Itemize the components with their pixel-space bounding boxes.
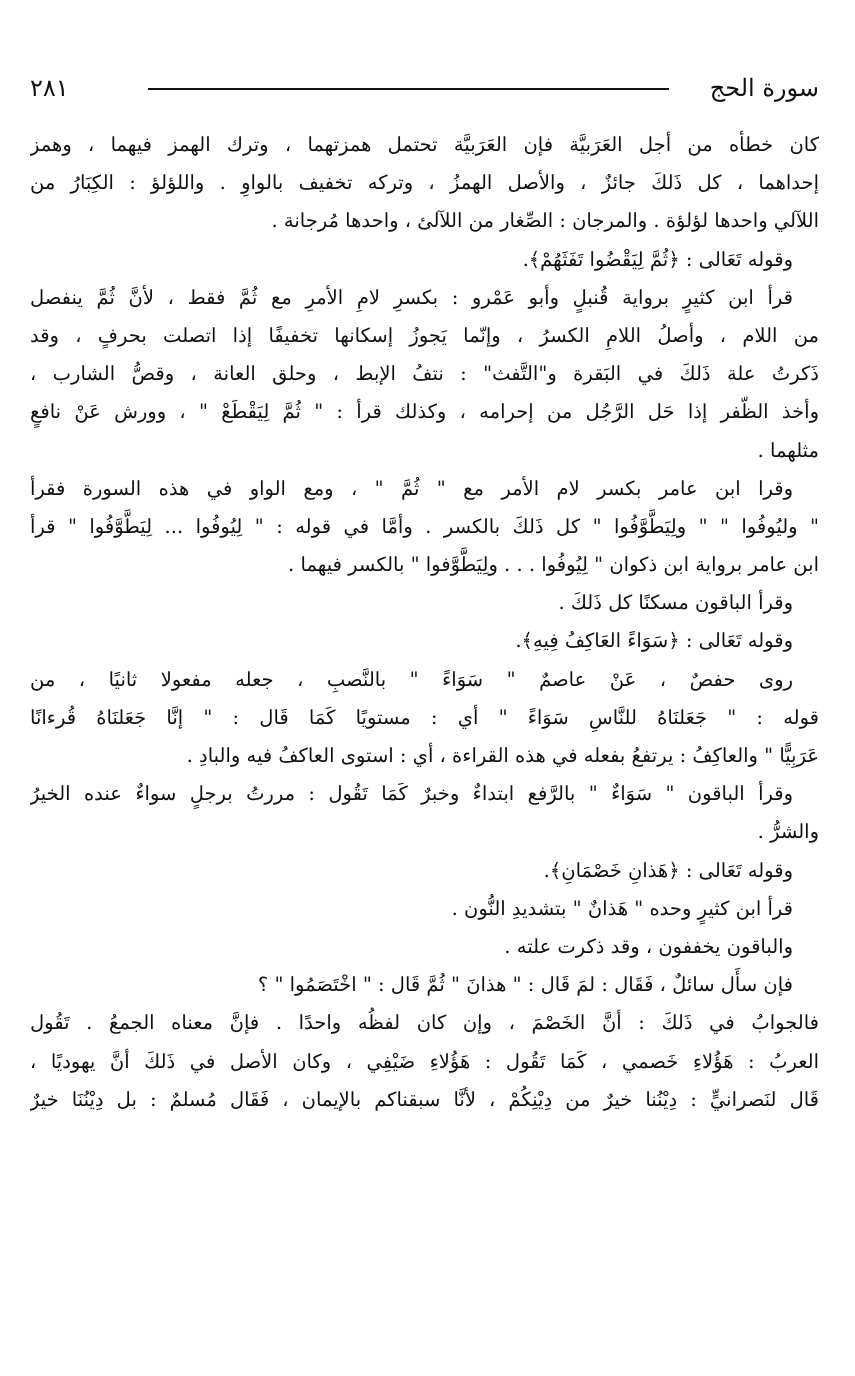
text-line: إحداهما ، كل ذَلكَ جائزٌ ، والأصل الهمزُ ، وتركه تخفيف بالواوِ . واللؤلؤ : الكِبَارُ من — [30, 171, 819, 195]
text-line: ابن عامر برواية ابن ذكوان " لِيُوفُوا . . . ولِيَطَّوَّفوا " بالكسر فيهما . — [288, 553, 819, 577]
text-line: وقرأ الباقون مسكنًا كل ذَلكَ . — [558, 591, 793, 615]
text-line: وقوله تَعَالى : ﴿سَوَاءً العَاكِفُ فِيهِ﴾. — [515, 629, 793, 653]
page-number: ٢٨١ — [30, 74, 69, 102]
text-line: فالجوابُ في ذَلكَ : أنَّ الخَصْمَ ، وإن كان لفظُه واحدًا . فإنَّ معناه الجمعُ . تَقُول — [30, 1011, 819, 1035]
text-line: وقرا ابن عامر بكسر لام الأمر مع " ثُمَّ " ، ومع الواو في هذه السورة فقرأ — [30, 476, 793, 500]
text-line: وأخذ الظّفر إذا حَل الرَّجُل من إحرامه ، وكذلك قرأ : " ثُمَّ لِيَقْطَعْ " ، وورش عَنْ نافعٍ — [30, 400, 819, 424]
text-line: روى حفصٌ ، عَنْ عاصمٌ " سَوَاءً " بالنَّصبِ ، جعله مفعولا ثانيًا ، من — [30, 667, 793, 691]
text-line: مثلهما . — [757, 438, 819, 462]
text-line: وقوله تَعَالى : ﴿هَذانِ خَصْمَانِ﴾. — [543, 858, 793, 882]
text-line: من اللام ، وأصلُ اللامِ الكسرُ ، وإنّما يَجوزُ إسكانها تخفيفًا إذا اتصلت بحرفٍ ، وقد — [30, 323, 819, 347]
text-line: اللآلي واحدها لؤلؤة . والمرجان : الصِّغار من اللآلئ ، واحدها مُرجانة . — [271, 209, 819, 233]
text-line: قوله : " جَعَلنَاهُ للنَّاسِ سَوَاءً " أي : مستويًا كَمَا قَال : " إنَّا جَعَلنَاهُ قُرءانًا — [30, 705, 819, 729]
header-rule — [148, 88, 669, 90]
text-body — [30, 126, 819, 1119]
text-line: عَرَبِيًّا " والعاكِفُ : يرتفعُ بفعله في هذه القراءة ، أي : استوى العاكفُ فيه والبادِ . — [186, 744, 819, 767]
text-line: وقرأ الباقون " سَوَاءٌ " بالرَّفع ابتداءٌ وخبرٌ كَمَا تَقُول : مررتُ برجلٍ سواءٌ عنده الخيرُ — [30, 782, 793, 806]
text-line: قَال لنَصرانيٍّ : دِيْنُنا خيرٌ من دِيْنِكُمْ ، لأنَّا سبقناكم بالإيمان ، فَقَال مُسلمٌ : بل دِيْنُنَا خيرٌ — [30, 1087, 819, 1111]
text-line: ذَكرتُ علة ذَلكَ في البَقرة و"التَّفث" : نتفُ الإبط ، وحلق العانة ، وقصُّ الشارب ، — [30, 362, 819, 386]
text-line: قرأ ابن كثيرٍ وحده " هَذانٌ " بتشديدِ النُّون . — [451, 896, 793, 920]
surah-title: سورة الحج — [709, 74, 819, 102]
text-line: قرأ ابن كثيرٍ برواية قُنبلٍ وأبو عَمْرو : بكسرِ لامِ الأمرِ مع ثُمَّ فقط ، لأنَّ ثُمَّ ينفصل — [30, 285, 793, 309]
text-line: " وليُوفُوا " " ولِيَطَّوَّفُوا " كل ذَلكَ بالكسر . وأمَّا في قوله : " لِيُوفُوا ... لِيَطَّوَّفُوا " قرأ — [30, 514, 819, 538]
text-line: والباقون يخففون ، وقد ذكرت علته . — [504, 934, 793, 958]
text-line: فإن سأَل سائلٌ ، فَقَال : لمَ قَال : " هذانَ " ثُمَّ قَال : " اخْتَصَمُوا " ؟ — [257, 973, 793, 997]
text-line: كان خطأه من أجل العَرَبيَّة فإن العَرَبيَّة تحتمل همزتهما ، وترك الهمز فيهما ، وهمز — [30, 133, 819, 156]
text-line: العربُ : هَؤُلاءِ خَصمي ، كَمَا تَقُول : هَؤُلاءِ ضَيْفِي ، وكان الأصل في ذَلكَ أنَّ يهوديًا ، — [30, 1049, 819, 1073]
text-line: والشرُّ . — [757, 820, 819, 844]
page-header — [30, 72, 819, 104]
text-line: وقوله تَعَالى : ﴿ثُمَّ لِيَقْضُوا تَفَثَهُمْ﴾. — [522, 247, 793, 271]
